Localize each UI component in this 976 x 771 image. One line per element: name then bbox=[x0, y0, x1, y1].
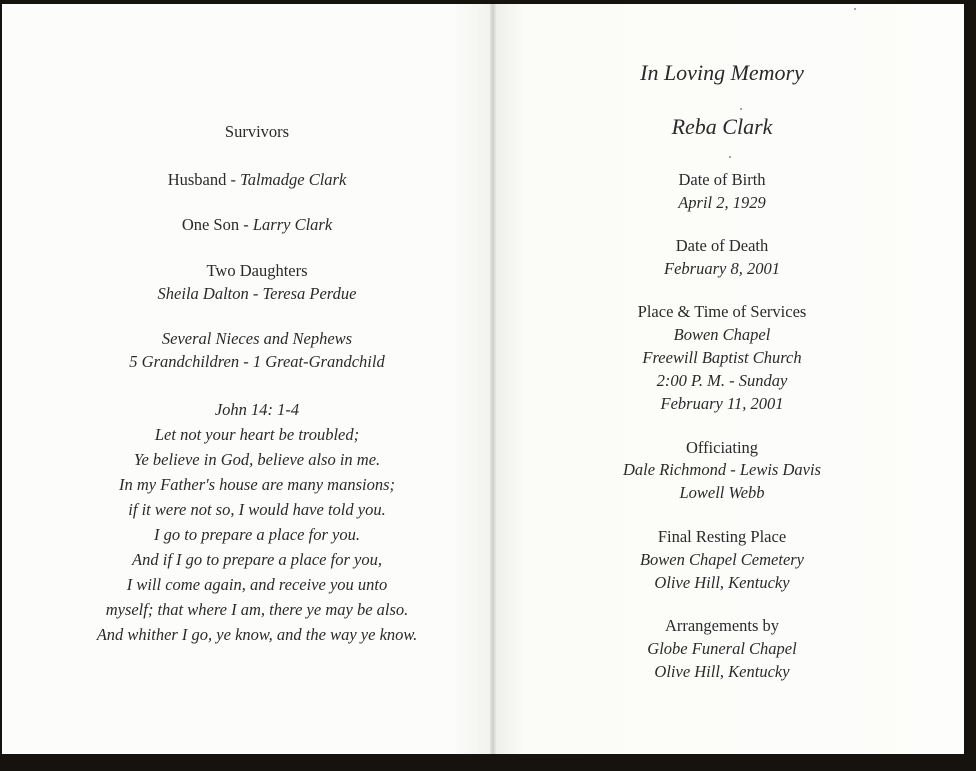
husband-line bbox=[2, 170, 512, 190]
grandchildren-line: 5 Grandchildren - 1 Great-Grandchild bbox=[129, 352, 385, 371]
daughters-names: Sheila Dalton - Teresa Perdue bbox=[157, 284, 357, 303]
right-page bbox=[496, 4, 964, 754]
husband-label: Husband - bbox=[167, 170, 241, 189]
officiating-line: Lowell Webb bbox=[679, 483, 765, 502]
services-line: 2:00 P. M. - Sunday bbox=[656, 371, 788, 390]
arrangements-label: Arrangements by bbox=[664, 616, 780, 635]
husband-name: Talmadge Clark bbox=[240, 170, 347, 189]
son-label: One Son - bbox=[181, 215, 253, 234]
services-line: February 11, 2001 bbox=[660, 394, 784, 413]
officiating-label: Officiating bbox=[685, 438, 759, 457]
birth-date: April 2, 1929 bbox=[678, 193, 766, 212]
memorial-title: In Loving Memory bbox=[640, 60, 804, 85]
son-name: Larry Clark bbox=[252, 215, 333, 234]
services-label: Place & Time of Services bbox=[637, 302, 807, 321]
verse-line: I will come again, and receive you unto bbox=[126, 575, 388, 594]
death-label: Date of Death bbox=[675, 236, 769, 255]
daughters-label: Two Daughters bbox=[206, 261, 308, 280]
verse-line: if it were not so, I would have told you. bbox=[128, 500, 386, 519]
verse-reference: John 14: 1-4 bbox=[214, 400, 300, 419]
survivors-heading: Survivors bbox=[224, 122, 290, 141]
arrangements-line: Olive Hill, Kentucky bbox=[654, 662, 790, 681]
services-line: Bowen Chapel bbox=[673, 325, 771, 344]
arrangements-line: Globe Funeral Chapel bbox=[647, 639, 797, 658]
resting-line: Bowen Chapel Cemetery bbox=[639, 550, 805, 569]
services-line: Freewill Baptist Church bbox=[642, 348, 802, 367]
scan-speck bbox=[740, 108, 742, 110]
verse-line: And whither I go, ye know, and the way ye know. bbox=[96, 625, 418, 644]
left-page bbox=[2, 4, 492, 754]
verse-line: Let not your heart be troubled; bbox=[154, 425, 360, 444]
deceased-name: Reba Clark bbox=[671, 114, 773, 139]
verse-line: In my Father's house are many mansions; bbox=[118, 475, 396, 494]
verse-line: I go to prepare a place for you. bbox=[154, 525, 360, 544]
verse-line: Ye believe in God, believe also in me. bbox=[133, 450, 381, 469]
nieces-line: Several Nieces and Nephews bbox=[161, 329, 353, 348]
birth-label: Date of Birth bbox=[678, 170, 766, 189]
death-date: February 8, 2001 bbox=[664, 259, 780, 278]
resting-line: Olive Hill, Kentucky bbox=[654, 573, 790, 592]
scan-speck bbox=[729, 156, 731, 158]
verse-line: myself; that where I am, there ye may be also. bbox=[105, 600, 409, 619]
verse-line: And if I go to prepare a place for you, bbox=[132, 550, 382, 569]
resting-label: Final Resting Place bbox=[657, 527, 787, 546]
son-line bbox=[2, 215, 512, 235]
officiating-line: Dale Richmond - Lewis Davis bbox=[623, 460, 821, 479]
scan-speck bbox=[854, 8, 856, 10]
